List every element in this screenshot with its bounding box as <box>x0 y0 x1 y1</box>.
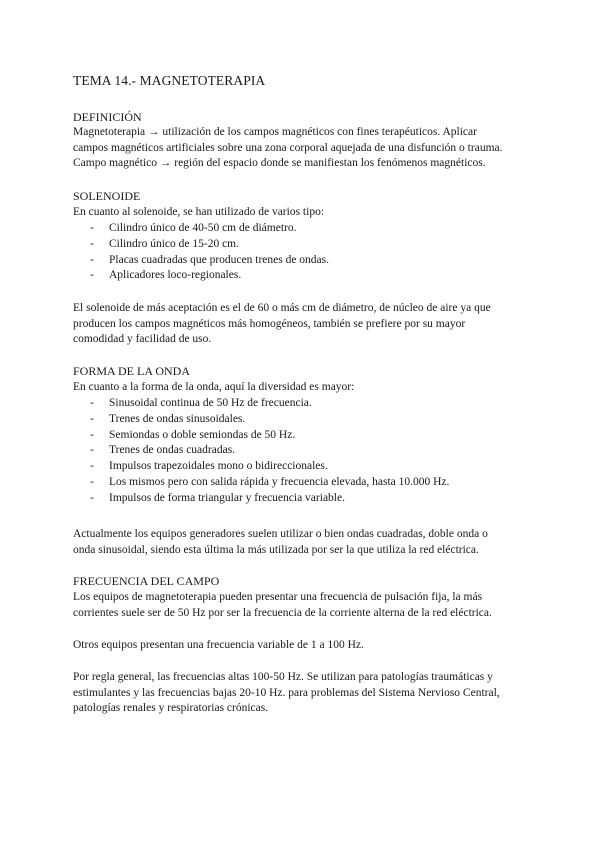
definicion-line: campos magnéticos artificiales sobre una zona corporal aquejada de una disfunción o trauma. <box>73 141 503 154</box>
list-item: - Aplicadores loco-regionales. <box>73 268 533 284</box>
forma-list-wrap <box>73 396 533 507</box>
forma-intro: En cuanto a la forma de la onda, aquí la diversidad es mayor: <box>73 381 355 393</box>
list-item: - Cilindro único de 40-50 cm de diámetro. <box>73 221 533 237</box>
forma-paragraph <box>73 527 533 558</box>
solenoide-heading: SOLENOIDE <box>73 189 141 203</box>
page-title: TEMA 14.- MAGNETOTERAPIA <box>73 73 266 88</box>
definicion-line: Campo magnético → región del espacio donde se manifiestan los fenómenos magnéticos. <box>73 157 486 169</box>
definicion-heading: DEFINICIÓN <box>73 110 142 124</box>
definicion-text <box>73 125 533 172</box>
frecuencia-p1 <box>73 590 533 621</box>
paragraph-line: Actualmente los equipos generadores suelen utilizar o bien ondas cuadradas, doble onda o <box>73 528 488 540</box>
frecuencia-p2: Otros equipos presentan una frecuencia variable de 1 a 100 Hz. <box>73 639 364 651</box>
list-item: - Placas cuadradas que producen trenes de ondas. <box>73 253 533 269</box>
frecuencia-heading: FRECUENCIA DEL CAMPO <box>73 574 220 588</box>
paragraph-line: corrientes suele ser de 50 Hz por ser la frecuencia de la corriente alterna de la red eléctrica. <box>73 606 492 619</box>
forma-heading: FORMA DE LA ONDA <box>73 364 191 378</box>
list-item: - Sinusoidal continua de 50 Hz de frecuencia. <box>73 396 533 412</box>
paragraph-line: Por regla general, las frecuencias altas 100-50 Hz. Se utilizan para patologías traumáticas y <box>73 671 493 683</box>
solenoide-list <box>73 221 533 284</box>
paragraph-line: onda sinusoidal, siendo esta última la más utilizada por ser la que utiliza la red eléctrica. <box>73 543 479 556</box>
paragraph-line: El solenoide de más aceptación es el de 60 o más cm de diámetro, de núcleo de aire ya que <box>73 302 491 314</box>
solenoide-intro: En cuanto al solenoide, se han utilizado de varios tipo: <box>73 206 325 218</box>
paragraph-line: estimulantes y las frecuencias bajas 20-10 Hz. para problemas del Sistema Nervioso Central, <box>73 686 500 699</box>
paragraph-line: producen los campos magnéticos más homogéneos, también se prefiere por su mayor <box>73 317 466 330</box>
paragraph-line: Los equipos de magnetoterapia pueden presentar una frecuencia de pulsación fija, la más <box>73 591 483 603</box>
solenoide-paragraph <box>73 301 533 348</box>
list-item: - Trenes de ondas sinusoidales. <box>73 412 533 428</box>
frecuencia-p3 <box>73 670 533 717</box>
list-item: - Impulsos trapezoidales mono o bidireccionales. <box>73 459 533 475</box>
list-item: - Los mismos pero con salida rápida y frecuencia elevada, hasta 10.000 Hz. <box>73 475 533 491</box>
paragraph-line: comodidad y facilidad de uso. <box>73 333 212 345</box>
forma-list <box>73 396 533 507</box>
definicion-line: Magnetoterapia → utilización de los campos magnéticos con fines terapéuticos. Aplicar <box>73 126 477 138</box>
list-item: - Trenes de ondas cuadradas. <box>73 443 533 459</box>
list-item: - Impulsos de forma triangular y frecuencia variable. <box>73 491 533 507</box>
paragraph-line: patologías renales y respiratorias crónicas. <box>73 702 269 714</box>
list-item: - Semiondas o doble semiondas de 50 Hz. <box>73 428 533 444</box>
solenoide-list-wrap <box>73 221 533 284</box>
list-item: - Cilindro único de 15-20 cm. <box>73 237 533 253</box>
